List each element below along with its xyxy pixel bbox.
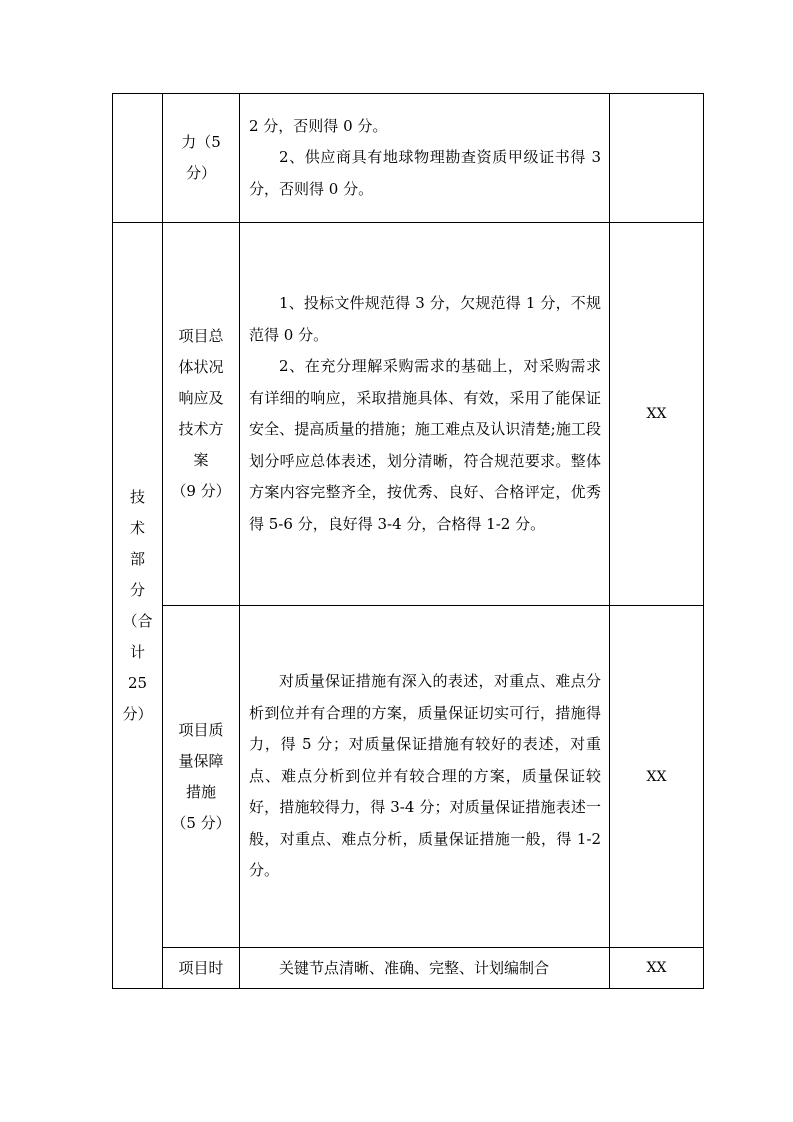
table-row (113, 223, 704, 606)
score-cell: XX (610, 948, 704, 989)
score-cell (610, 94, 704, 223)
category-cell-empty (113, 94, 163, 223)
criterion-cell: 项目时 (163, 948, 240, 989)
description-cell: 对质量保证措施有深入的表述，对重点、难点分析到位并有合理的方案，质量保证切实可行，措施得力，得 5 分；对质量保证措施有较好的表述，对重点、难点分析到位并有较合理的方案，质量保证较好，措施较得力，得 3-4 分；对质量保证措施表述一般，对重点、难点分析，质量保证措施一般，得 1-2 分。 (240, 606, 610, 948)
table-row (113, 94, 704, 223)
criterion-cell: 力（5 分） (163, 94, 240, 223)
description-cell: 2 分，否则得 0 分。 2、供应商具有地球物理勘查资质甲级证书得 3 分，否则得 0 分。 (240, 94, 610, 223)
description-cell: 1、投标文件规范得 3 分，欠规范得 1 分，不规范得 0 分。 2、在充分理解采购需求的基础上，对采购需求有详细的响应，采取措施具体、有效，采用了能保证安全、提高质量的措施；施工难点及认识清楚;施工段划分呼应总体表述，划分清晰，符合规范要求。整体方案内容完整齐全，按优秀、良好、合格评定，优秀得 5-6 分，良好得 3-4 分，合格得 1-2 分。 (240, 223, 610, 606)
score-cell: XX (610, 606, 704, 948)
score-cell: XX (610, 223, 704, 606)
scoring-table (112, 93, 704, 989)
category-cell-technical: 技 术 部 分 （合 计 25 分） (113, 223, 163, 989)
description-cell: 关键节点清晰、准确、完整、计划编制合 (240, 948, 610, 989)
table-row (113, 948, 704, 989)
criterion-cell: 项目总 体状况 响应及 技术方 案 （9 分） (163, 223, 240, 606)
table-row (113, 606, 704, 948)
criterion-cell: 项目质 量保障 措施 （5 分） (163, 606, 240, 948)
